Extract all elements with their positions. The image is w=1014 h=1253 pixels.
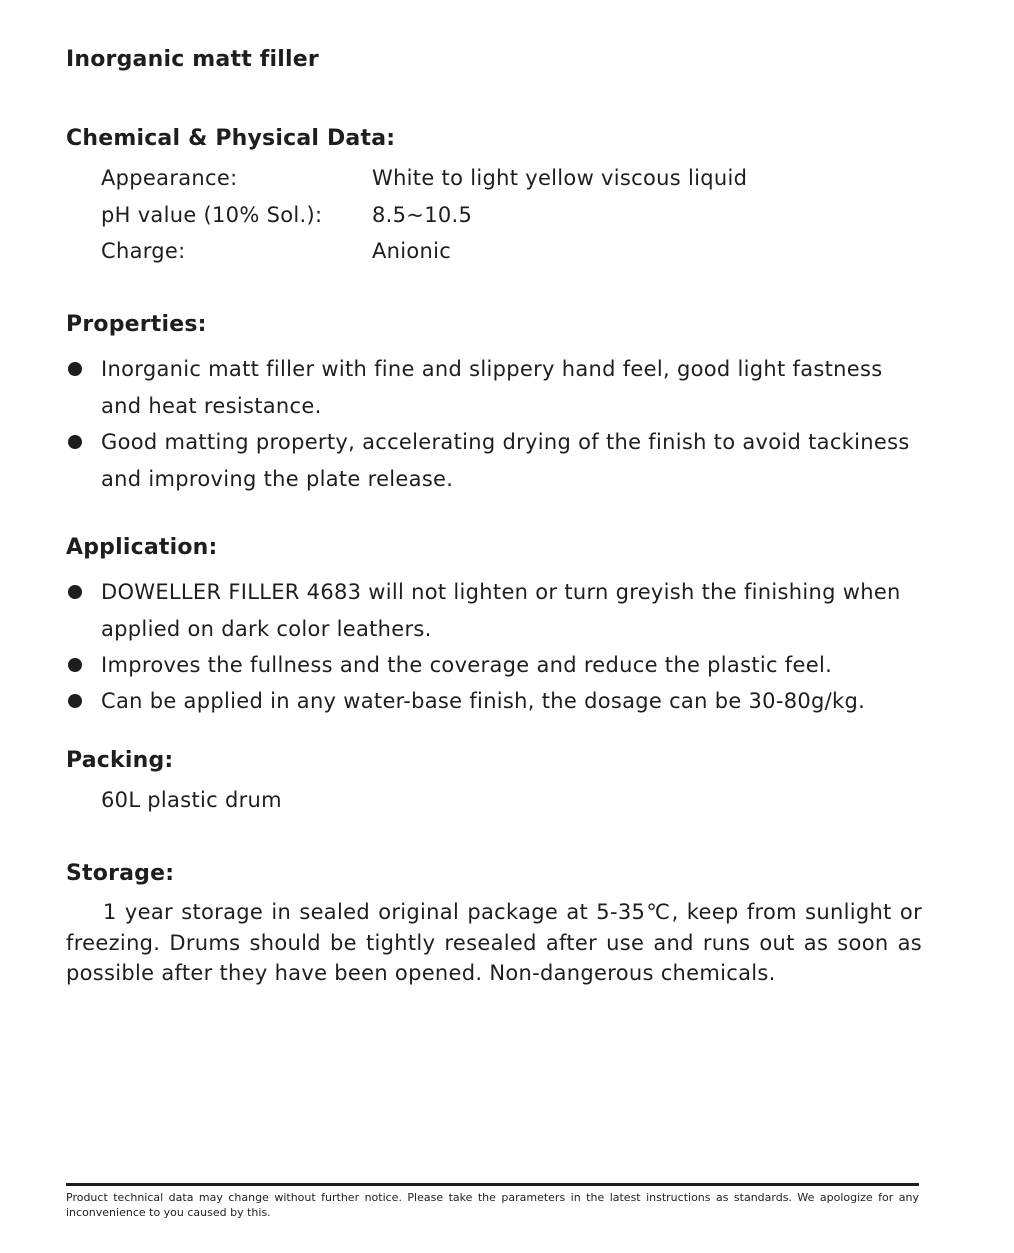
footer-divider [66, 1183, 919, 1186]
footer-note: Product technical data may change without further notice. Please take the parameters in the latest instructions as standards. We apologize for any inconvenience to you caused by this. [66, 1191, 919, 1219]
application-text: Improves the fullness and the coverage and reduce the plastic feel. [101, 653, 833, 677]
charge-label: Charge: [101, 239, 186, 263]
ph-value-value: 8.5~10.5 [372, 203, 473, 227]
charge-value: Anionic [372, 239, 452, 263]
application-heading: Application: [66, 535, 218, 560]
ph-value-label: pH value (10% Sol.): [101, 203, 323, 227]
bullet-icon [68, 658, 82, 672]
bullet-icon [68, 585, 82, 599]
application-text: DOWELLER FILLER 4683 will not lighten or turn greyish the finishing when applied on dark color leathers. [101, 580, 901, 641]
chemical-physical-heading: Chemical & Physical Data: [66, 126, 396, 151]
bullet-icon [68, 362, 82, 376]
page-title: Inorganic matt filler [66, 47, 319, 72]
packing-text: 60L plastic drum [101, 788, 282, 812]
bullet-icon [68, 435, 82, 449]
property-text: Good matting property, accelerating drying of the finish to avoid tackiness and improving the plate release. [101, 430, 910, 491]
appearance-label: Appearance: [101, 166, 238, 190]
storage-text: 1 year storage in sealed original package at 5-35℃, keep from sunlight or freezing. Drums should be tightly resealed after use and runs out as soon as possible after they have been opened. Non-dangerous chemicals. [66, 900, 922, 985]
storage-heading: Storage: [66, 861, 175, 886]
properties-heading: Properties: [66, 312, 207, 337]
bullet-icon [68, 694, 82, 708]
appearance-value: White to light yellow viscous liquid [372, 166, 748, 190]
packing-heading: Packing: [66, 748, 174, 773]
application-text: Can be applied in any water-base finish, the dosage can be 30-80g/kg. [101, 689, 866, 713]
property-text: Inorganic matt filler with fine and slippery hand feel, good light fastness and heat resistance. [101, 357, 883, 418]
